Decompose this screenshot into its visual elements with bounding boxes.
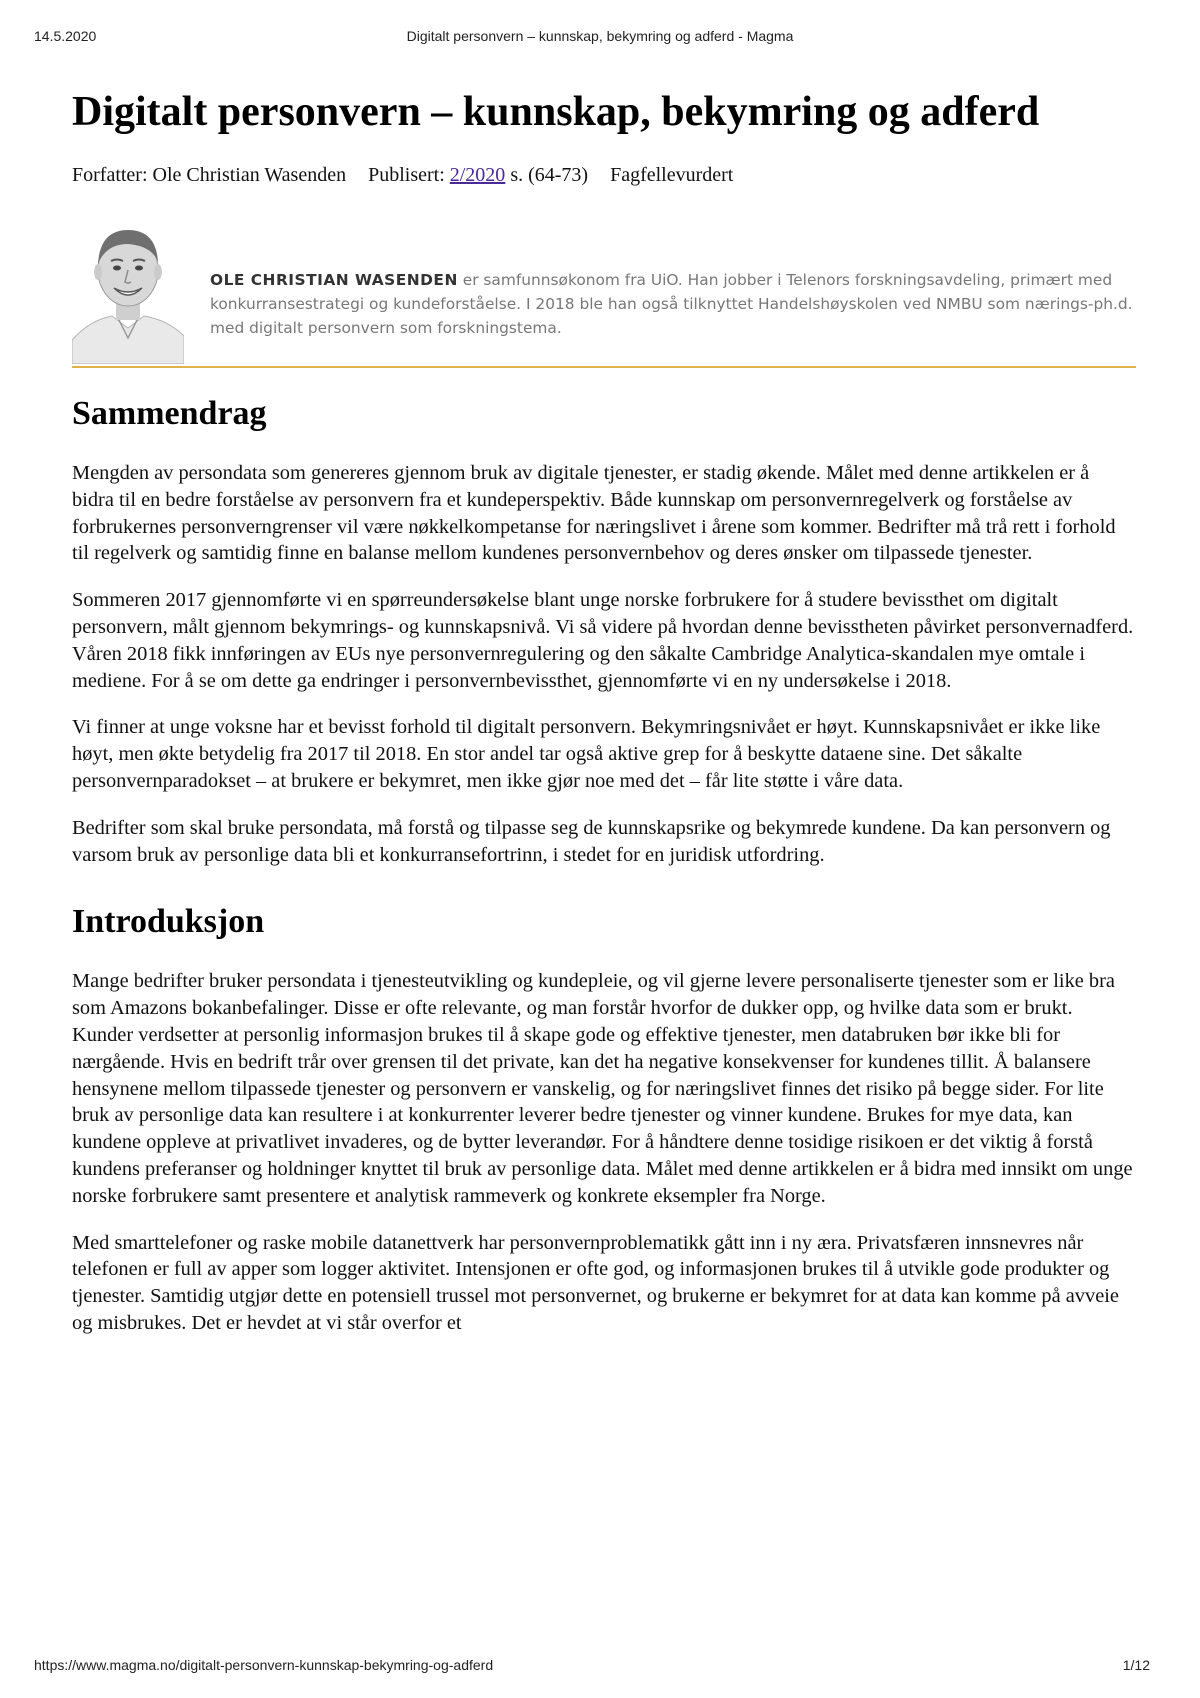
summary-paragraph: Vi finner at unge voksne har et bevisst forhold til digitalt personvern. Bekymringsnivået er høyt. Kunnskapsnivået er ikke like høyt, men økte betydelig fra 2017 til 2018. En stor andel tar også aktive grep for å beskytte dataene sine. Det såkalte personvernparadokset – at brukere er bekymret, men ikke gjør noe med det – får lite støtte i våre data. bbox=[72, 716, 1101, 792]
author-photo bbox=[72, 212, 184, 364]
article-title: Digitalt personvern – kunnskap, bekymring og adferd bbox=[72, 89, 1040, 135]
print-date: 14.5.2020 bbox=[34, 28, 97, 44]
summary-paragraph: Mengden av persondata som genereres gjennom bruk av digitale tjenester, er stadig økende. Målet med denne artikkelen er å bidra til en bedre forståelse av personvern fra et kundeperspektiv. Både kunnskap om personvernregelverk og forståelse av forbrukernes personverngrenser vil være nøkkelkompetanse for næringslivet i årene som kommer. Bedrifter må trå rett i forhold til regelverk og samtidig finne en balanse mellom kundenes personvernbehov og deres ønsker om tilpassede tjenester. bbox=[72, 462, 1116, 565]
author-bio-description: er samfunnsøkonom fra UiO. Han jobber i Telenors forskningsavdeling, primært med konkurransestrategi og kundeforståelse. I 2018 ble han også tilknyttet Handelshøyskolen ved NMBU som nærings-ph.d. med digitalt personvern som forskningstema. bbox=[210, 271, 1133, 337]
author-bio-box bbox=[72, 212, 1136, 368]
summary-paragraph: Bedrifter som skal bruke persondata, må forstå og tilpasse seg de kunnskapsrike og bekymrede kundene. Da kan personvern og varsom bruk av personlige data bli et konkurransefortrinn, i stedet for en juridisk utfordring. bbox=[72, 816, 1111, 866]
summary-paragraph: Sommeren 2017 gjennomførte vi en spørreundersøkelse blant unge norske forbrukere for å studere bevissthet om digitalt personvern, målt gjennom bekymrings- og kunnskapsnivå. Vi så videre på hvordan denne bevisstheten påvirket personvernadferd. Våren 2018 fikk innføringen av EUs nye personvernregulering og den såkalte Cambridge Analytica-skandalen mye omtale i mediene. For å se om dette ga endringer i personvernbevissthet, gjennomførte vi en ny undersøkelse i 2018. bbox=[72, 589, 1134, 692]
print-page-title: Digitalt personvern – kunnskap, bekymring og adferd - Magma bbox=[406, 28, 794, 44]
article bbox=[72, 88, 1136, 1357]
author-label: Forfatter: bbox=[72, 164, 148, 186]
intro-heading: Introduksjon bbox=[72, 903, 265, 941]
print-footer bbox=[0, 1657, 1200, 1677]
intro-paragraph: Med smarttelefoner og raske mobile datanettverk har personvernproblematikk gått inn i ny æra. Privatsfæren innsnevres når telefonen er full av apper som logger aktivitet. Intensjonen er ofte god, og informasjonen brukes til å utvikle gode produkter og tjenester. Samtidig utgjør dette en potensiell trussel mot personvernet, og brukerne er bekymret for at data kan komme på avveie og misbrukes. Det er hevdet at vi står overfor et bbox=[72, 1231, 1119, 1334]
article-meta bbox=[72, 162, 1136, 188]
issue-link[interactable]: 2/2020 bbox=[449, 164, 506, 186]
page-range: s. (64-73) bbox=[510, 164, 589, 186]
published-label: Publisert: bbox=[368, 164, 445, 186]
intro-paragraph: Mange bedrifter bruker persondata i tjenesteutvikling og kundepleie, og vil gjerne levere personaliserte tjenester som er like bra som Amazons bokanbefalinger. Disse er ofte relevante, og man forstår hvorfor de dukker opp, og hvilke data som er brukt. Kunder verdsetter at personlig informasjon brukes til å skape gode og effektive tjenester, men databruken bør ikke bli for nærgående. Hvis en bedrift trår over grensen til det private, kan det ha negative konsekvenser for kundenes tillit. Å balansere hensynene mellom tilpassede tjenester og personvern er vanskelig, og for næringslivet finnes det risiko på begge sider. For lite bruk av personlige data kan resultere i at konkurrenter leverer bedre tjenester og vinner kundene. Brukes for mye data, kan kundene oppleve at privatlivet invaderes, og de bytter leverandør. For å håndtere denne tosidige risikoen er det viktig å forstå kundens preferanser og holdninger knyttet til bruk av personlige data. Målet med denne artikkelen er å bidra med innsikt om unge norske forbrukere samt presentere et analytisk rammeverk og konkrete eksempler fra Norge. bbox=[72, 970, 1133, 1207]
author-bio-name: OLE CHRISTIAN WASENDEN bbox=[210, 271, 458, 289]
author-bio-text bbox=[210, 268, 1136, 340]
review-status: Fagfellevurdert bbox=[610, 164, 734, 186]
author-name: Ole Christian Wasenden bbox=[152, 164, 347, 186]
print-url: https://www.magma.no/digitalt-personvern-kunnskap-bekymring-og-adferd bbox=[34, 1657, 494, 1673]
print-page-number: 1/12 bbox=[1122, 1657, 1150, 1673]
summary-heading: Sammendrag bbox=[72, 395, 267, 432]
print-header bbox=[0, 28, 1200, 48]
